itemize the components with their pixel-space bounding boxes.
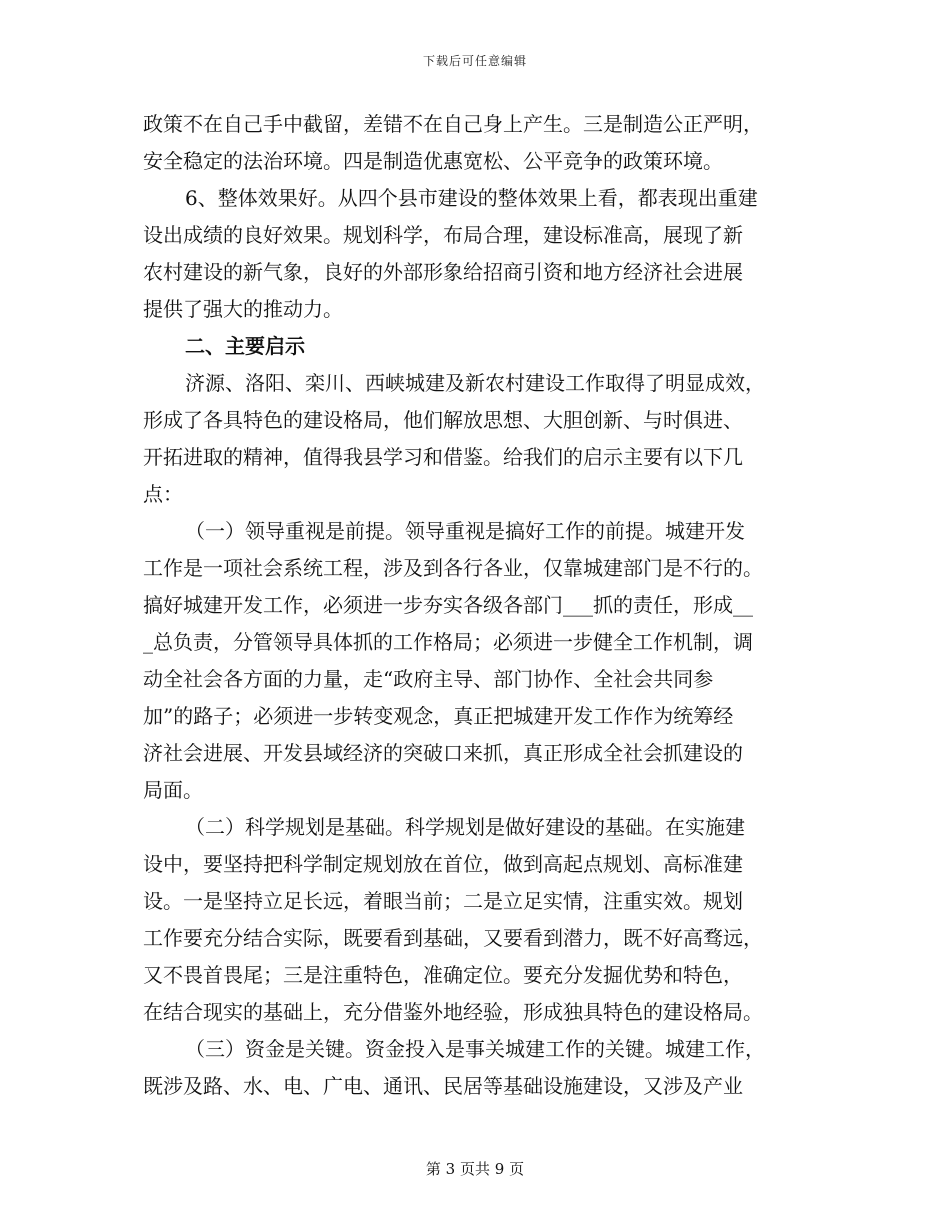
text-line: 搞好城建开发工作，必须进一步夯实各级各部门___抓的责任，形成__ <box>143 593 753 617</box>
text-line: 提供了强大的推动力。 <box>143 297 343 321</box>
text-line: 点： <box>143 482 183 506</box>
page-number: 第 3 页共 9 页 <box>425 1160 525 1178</box>
text-line: 工作要充分结合实际，既要看到基础，又要看到潜力，既不好高骛远， <box>143 926 763 950</box>
text-line: （一）领导重视是前提。领导重视是搞好工作的前提。城建开发 <box>185 519 745 543</box>
text-line: 在结合现实的基础上，充分借鉴外地经验，形成独具特色的建设格局。 <box>143 1000 763 1024</box>
page-header: 下载后可任意编辑 <box>422 54 527 68</box>
text-line: 加”的路子；必须进一步转变观念，真正把城建开发工作作为统筹经 <box>143 704 734 728</box>
text-line: 又不畏首畏尾；三是注重特色，准确定位。要充分发掘优势和特色， <box>143 963 743 987</box>
section-heading: 二、主要启示 <box>185 334 305 358</box>
text-line: 6、整体效果好。从四个县市建设的整体效果上看，都表现出重建 <box>185 186 758 210</box>
text-line: 济源、洛阳、栾川、西峡城建及新农村建设工作取得了明显成效， <box>185 371 765 395</box>
text-line: （二）科学规划是基础。科学规划是做好建设的基础。在实施建 <box>185 815 745 839</box>
text-line: （三）资金是关键。资金投入是事关城建工作的关键。城建工作， <box>185 1037 765 1061</box>
text-line: 设。一是坚持立足长远，着眼当前；二是立足实情，注重实效。规划 <box>143 889 743 913</box>
text-line: 形成了各具特色的建设格局，他们解放思想、大胆创新、与时俱进、 <box>143 408 743 432</box>
text-line: 安全稳定的法治环境。四是制造优惠宽松、公平竞争的政策环境。 <box>143 149 723 173</box>
text-line: 设出成绩的良好效果。规划科学，布局合理，建设标准高，展现了新 <box>143 223 743 247</box>
text-line: 济社会进展、开发县域经济的突破口来抓，真正形成全社会抓建设的 <box>143 741 743 765</box>
text-line: 农村建设的新气象，良好的外部形象给招商引资和地方经济社会进展 <box>143 260 743 284</box>
text-line: 设中，要坚持把科学制定规划放在首位，做到高起点规划、高标准建 <box>143 852 743 876</box>
text-line: 既涉及路、水、电、广电、通讯、民居等基础设施建设，又涉及产业 <box>143 1074 743 1098</box>
text-line: 开拓进取的精神，值得我县学习和借鉴。给我们的启示主要有以下几 <box>143 445 743 469</box>
text-line: 动全社会各方面的力量，走“政府主导、部门协作、全社会共同参 <box>143 667 714 691</box>
text-line: 政策不在自己手中截留，差错不在自己身上产生。三是制造公正严明， <box>143 112 763 136</box>
document-body <box>143 106 807 1105</box>
text-line: 局面。 <box>143 778 203 802</box>
text-line: 工作是一项社会系统工程，涉及到各行各业，仅靠城建部门是不行的。 <box>143 556 763 580</box>
text-line: _总负责，分管领导具体抓的工作格局；必须进一步健全工作机制，调 <box>143 630 753 654</box>
